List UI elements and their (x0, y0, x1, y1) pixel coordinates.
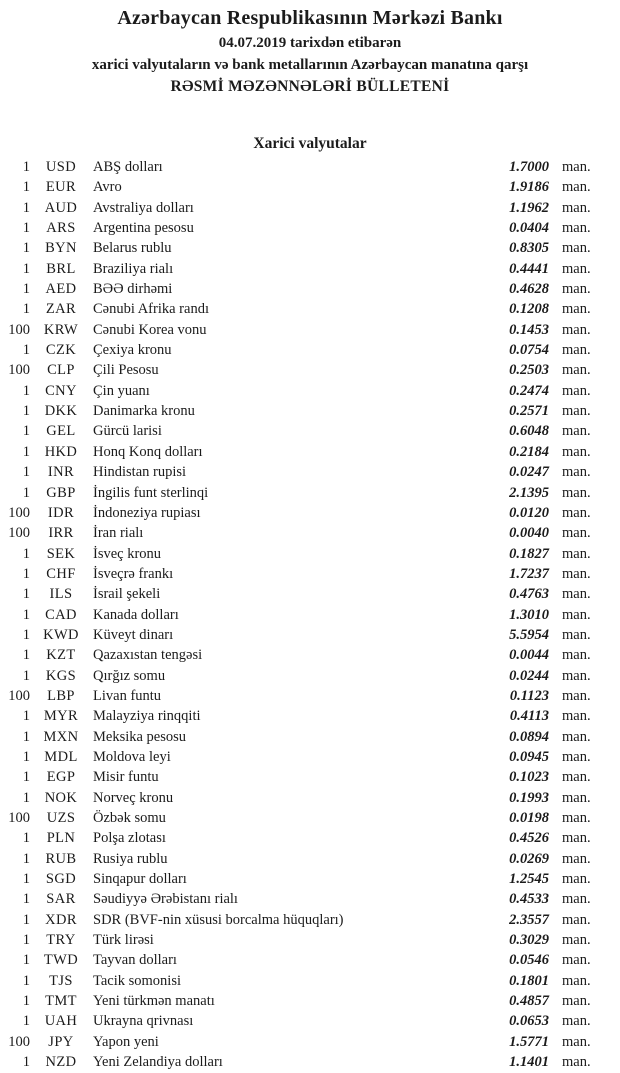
row-unit: man. (562, 993, 591, 1010)
row-quantity: 1 (22, 1054, 30, 1071)
row-rate: 0.1208 (509, 301, 549, 318)
row-quantity: 1 (22, 789, 30, 806)
row-currency-name: Yeni Zelandiya dolları (93, 1054, 223, 1071)
row-unit: man. (562, 484, 591, 501)
row-quantity: 1 (22, 342, 30, 359)
table-row (0, 198, 606, 218)
row-rate: 0.4628 (509, 281, 549, 298)
subject-line: xarici valyutaların və bank metallarının Azərbaycan manatına qarşı (91, 57, 529, 73)
row-currency-name: Livan funtu (93, 687, 162, 704)
row-currency-code: XDR (45, 911, 77, 928)
row-quantity: 1 (22, 179, 30, 196)
row-currency-code: MDL (44, 748, 78, 765)
row-quantity: 1 (22, 423, 30, 440)
row-currency-code: CHF (46, 565, 76, 582)
row-unit: man. (562, 301, 591, 318)
table-row (0, 910, 606, 930)
row-unit: man. (562, 362, 591, 379)
row-currency-code: TRY (46, 932, 76, 949)
row-quantity: 1 (22, 159, 30, 175)
table-row (0, 299, 606, 319)
row-currency-name: Braziliya rialı (93, 260, 174, 277)
table-row (0, 869, 606, 889)
row-currency-code: RUB (45, 850, 77, 867)
table-row (0, 340, 606, 360)
table-row (0, 320, 606, 340)
row-currency-code: KRW (43, 321, 79, 338)
row-rate: 0.1123 (509, 687, 549, 704)
table-row (0, 930, 606, 950)
row-currency-name: İsrail şekeli (93, 586, 161, 603)
row-unit: man. (562, 850, 591, 867)
row-currency-name: Norveç kronu (93, 789, 174, 806)
row-unit: man. (562, 972, 591, 989)
table-row (0, 442, 606, 462)
row-currency-name: Çexiya kronu (93, 342, 172, 359)
row-quantity: 1 (22, 586, 30, 603)
row-currency-code: GBP (46, 484, 76, 501)
section-title-foreign-currencies: Xarici valyutalar (253, 135, 367, 152)
row-currency-name: Tayvan dolları (93, 952, 177, 969)
row-rate: 0.4533 (509, 891, 549, 908)
row-rate: 0.0044 (509, 647, 549, 664)
row-rate: 0.0247 (509, 464, 549, 481)
row-currency-name: Misir funtu (93, 769, 159, 786)
row-quantity: 1 (22, 382, 30, 399)
row-quantity: 1 (22, 728, 30, 745)
row-currency-name: SDR (BVF-nin xüsusi borcalma hüquqları) (93, 911, 344, 928)
row-currency-code: AED (45, 281, 77, 298)
row-currency-code: PLN (46, 830, 76, 847)
row-currency-code: HKD (44, 443, 78, 460)
row-rate: 0.2474 (509, 382, 549, 399)
row-currency-code: ZAR (45, 301, 77, 318)
row-currency-name: ABŞ dolları (93, 159, 163, 175)
row-currency-name: Polşa zlotası (93, 830, 166, 847)
row-unit: man. (562, 810, 591, 826)
row-unit: man. (562, 626, 591, 643)
row-currency-name: İran rialı (93, 525, 144, 542)
row-quantity: 1 (22, 260, 30, 277)
effective-date-line: 04.07.2019 tarixdən etibarən (218, 35, 402, 51)
table-row (0, 727, 606, 747)
row-rate: 2.3557 (509, 911, 549, 928)
row-unit: man. (562, 932, 591, 949)
row-quantity: 1 (22, 464, 30, 481)
row-rate: 0.2184 (509, 443, 549, 460)
row-rate: 0.0269 (509, 850, 549, 867)
row-quantity: 1 (22, 932, 30, 949)
row-currency-name: Cənubi Korea vonu (93, 321, 207, 338)
row-currency-code: CAD (45, 606, 77, 623)
row-currency-code: NOK (44, 789, 78, 806)
row-unit: man. (562, 199, 591, 216)
row-unit: man. (562, 342, 591, 359)
rates-table (0, 157, 620, 1072)
row-currency-code: LBP (47, 687, 75, 704)
row-rate: 0.0244 (509, 667, 549, 684)
table-row (0, 503, 606, 523)
table-row (0, 259, 606, 279)
row-currency-code: TJS (49, 972, 73, 989)
row-quantity: 1 (22, 871, 30, 888)
row-quantity: 100 (8, 687, 30, 704)
bank-title: Azərbaycan Respublikasının Mərkəzi Bankı (117, 7, 503, 29)
table-row (0, 828, 606, 848)
row-currency-code: ILS (49, 586, 73, 603)
row-unit: man. (562, 667, 591, 684)
row-currency-name: Kanada dolları (93, 606, 179, 623)
row-currency-code: BYN (45, 240, 77, 257)
table-row (0, 808, 606, 828)
row-currency-code: SGD (45, 871, 77, 888)
row-quantity: 1 (22, 220, 30, 237)
row-rate: 0.2571 (509, 403, 549, 420)
table-row (0, 991, 606, 1011)
row-currency-name: Türk lirəsi (93, 932, 154, 949)
row-currency-name: Avstraliya dolları (93, 199, 194, 216)
row-currency-name: Argentina pesosu (93, 220, 194, 237)
row-currency-name: Özbək somu (93, 810, 166, 826)
row-quantity: 1 (22, 647, 30, 664)
table-row (0, 462, 606, 482)
row-unit: man. (562, 403, 591, 420)
row-unit: man. (562, 260, 591, 277)
row-currency-code: JPY (48, 1033, 74, 1050)
table-row (0, 523, 606, 543)
row-rate: 0.0198 (509, 810, 549, 826)
row-currency-code: KGS (45, 667, 77, 684)
row-quantity: 1 (22, 748, 30, 765)
row-unit: man. (562, 708, 591, 725)
row-quantity: 1 (22, 545, 30, 562)
table-row (0, 950, 606, 970)
row-rate: 0.2503 (509, 362, 549, 379)
row-unit: man. (562, 728, 591, 745)
table-row (0, 849, 606, 869)
row-rate: 0.0894 (509, 728, 549, 745)
row-currency-code: GEL (46, 423, 76, 440)
row-currency-code: NZD (45, 1054, 77, 1071)
table-row (0, 584, 606, 604)
row-quantity: 100 (8, 810, 30, 826)
row-rate: 0.0945 (509, 748, 549, 765)
row-rate: 0.0754 (509, 342, 549, 359)
row-unit: man. (562, 586, 591, 603)
row-quantity: 1 (22, 769, 30, 786)
row-unit: man. (562, 1033, 591, 1050)
row-quantity: 1 (22, 484, 30, 501)
table-row (0, 1011, 606, 1031)
row-unit: man. (562, 748, 591, 765)
row-currency-name: Danimarka kronu (93, 403, 195, 420)
row-rate: 0.4113 (509, 708, 549, 725)
table-row (0, 889, 606, 909)
row-quantity: 1 (22, 850, 30, 867)
row-currency-name: Honq Konq dolları (93, 443, 203, 460)
row-quantity: 100 (8, 321, 30, 338)
row-currency-code: TWD (43, 952, 79, 969)
row-currency-code: CNY (45, 382, 77, 399)
table-row (0, 279, 606, 299)
row-unit: man. (562, 281, 591, 298)
row-currency-name: Sinqapur dolları (93, 871, 187, 888)
table-row (0, 971, 606, 991)
row-unit: man. (562, 891, 591, 908)
row-currency-code: AUD (44, 199, 78, 216)
row-unit: man. (562, 545, 591, 562)
table-row (0, 218, 606, 238)
row-currency-code: TMT (45, 993, 77, 1010)
table-row (0, 1052, 606, 1072)
row-unit: man. (562, 321, 591, 338)
row-currency-code: KWD (43, 626, 79, 643)
row-currency-name: Ukrayna qrivnası (93, 1013, 194, 1030)
row-rate: 0.0653 (509, 1013, 549, 1030)
table-row (0, 421, 606, 441)
row-currency-name: Gürcü larisi (93, 423, 162, 440)
row-currency-name: Qırğız somu (93, 667, 166, 684)
row-unit: man. (562, 871, 591, 888)
table-row (0, 157, 606, 177)
row-unit: man. (562, 911, 591, 928)
row-quantity: 100 (8, 362, 30, 379)
row-rate: 0.6048 (509, 423, 549, 440)
row-currency-code: IDR (47, 504, 75, 521)
row-currency-name: İsveçrə frankı (93, 565, 174, 582)
row-currency-code: CZK (45, 342, 77, 359)
row-currency-code: EGP (46, 769, 76, 786)
table-row (0, 645, 606, 665)
row-currency-name: İsveç kronu (93, 545, 162, 562)
row-currency-code: SEK (46, 545, 76, 562)
row-currency-code: INR (47, 464, 75, 481)
row-quantity: 1 (22, 199, 30, 216)
row-currency-name: Hindistan rupisi (93, 464, 187, 481)
row-rate: 1.9186 (509, 179, 549, 196)
row-rate: 0.0040 (509, 525, 549, 542)
row-currency-name: Çili Pesosu (93, 362, 159, 379)
row-currency-name: Tacik somonisi (93, 972, 181, 989)
row-rate: 0.0404 (509, 220, 549, 237)
row-quantity: 1 (22, 830, 30, 847)
row-rate: 0.1801 (509, 972, 549, 989)
row-currency-code: DKK (44, 403, 78, 420)
row-currency-code: UZS (46, 810, 76, 826)
row-currency-code: EUR (45, 179, 77, 196)
row-unit: man. (562, 789, 591, 806)
row-currency-code: KZT (46, 647, 76, 664)
row-rate: 0.0546 (509, 952, 549, 969)
row-rate: 1.1962 (509, 199, 549, 216)
row-quantity: 1 (22, 301, 30, 318)
table-row (0, 381, 606, 401)
row-rate: 1.7000 (509, 159, 549, 175)
row-unit: man. (562, 464, 591, 481)
table-row (0, 1032, 606, 1052)
row-quantity: 100 (8, 525, 30, 542)
bulletin-header (0, 0, 620, 98)
table-row (0, 544, 606, 564)
row-currency-code: IRR (48, 525, 74, 542)
table-row (0, 788, 606, 808)
row-rate: 0.4857 (509, 993, 549, 1010)
table-row (0, 177, 606, 197)
row-currency-code: CLP (47, 362, 75, 379)
row-rate: 1.1401 (509, 1054, 549, 1071)
row-unit: man. (562, 769, 591, 786)
row-rate: 0.1453 (509, 321, 549, 338)
row-currency-name: Rusiya rublu (93, 850, 168, 867)
row-rate: 0.1993 (509, 789, 549, 806)
row-unit: man. (562, 179, 591, 196)
row-unit: man. (562, 443, 591, 460)
table-row (0, 564, 606, 584)
row-quantity: 1 (22, 565, 30, 582)
row-currency-name: İndoneziya rupiası (93, 504, 201, 521)
row-currency-name: Malayziya rinqqiti (93, 708, 201, 725)
row-unit: man. (562, 647, 591, 664)
row-rate: 0.1827 (509, 545, 549, 562)
row-currency-code: UAH (44, 1013, 78, 1030)
row-quantity: 1 (22, 667, 30, 684)
row-quantity: 100 (8, 1033, 30, 1050)
row-currency-name: Moldova leyi (93, 748, 171, 765)
row-currency-name: Səudiyyə Ərəbistanı rialı (93, 891, 238, 908)
row-currency-name: İngilis funt sterlinqi (93, 484, 209, 501)
row-currency-name: Yeni türkmən manatı (93, 993, 215, 1010)
row-currency-name: Belarus rublu (93, 240, 172, 257)
row-currency-name: Yapon yeni (93, 1033, 159, 1050)
table-row (0, 625, 606, 645)
row-currency-name: Qazaxıstan tengəsi (93, 647, 203, 664)
table-row (0, 605, 606, 625)
row-currency-name: Küveyt dinarı (93, 626, 174, 643)
row-rate: 0.4526 (509, 830, 549, 847)
row-rate: 0.8305 (509, 240, 549, 257)
table-row (0, 483, 606, 503)
row-rate: 2.1395 (509, 484, 549, 501)
row-unit: man. (562, 565, 591, 582)
row-currency-code: USD (45, 159, 77, 175)
bulletin-title: RƏSMİ MƏZƏNNƏLƏRİ BÜLLETENİ (170, 78, 450, 95)
row-quantity: 1 (22, 708, 30, 725)
row-unit: man. (562, 687, 591, 704)
row-unit: man. (562, 952, 591, 969)
row-currency-code: BRL (46, 260, 76, 277)
row-currency-code: ARS (46, 220, 76, 237)
row-currency-code: MXN (43, 728, 79, 745)
row-rate: 0.1023 (509, 769, 549, 786)
row-unit: man. (562, 504, 591, 521)
table-row (0, 706, 606, 726)
row-quantity: 1 (22, 240, 30, 257)
row-unit: man. (562, 1013, 591, 1030)
row-currency-name: BƏƏ dirhəmi (93, 281, 173, 298)
table-row (0, 360, 606, 380)
row-rate: 1.7237 (509, 565, 549, 582)
row-rate: 1.3010 (509, 606, 549, 623)
row-quantity: 100 (8, 504, 30, 521)
row-unit: man. (562, 220, 591, 237)
row-currency-name: Avro (93, 179, 122, 196)
row-rate: 1.5771 (509, 1033, 549, 1050)
row-unit: man. (562, 830, 591, 847)
row-currency-code: SAR (46, 891, 76, 908)
row-quantity: 1 (22, 891, 30, 908)
row-quantity: 1 (22, 952, 30, 969)
table-row (0, 747, 606, 767)
row-rate: 0.3029 (509, 932, 549, 949)
row-quantity: 1 (22, 403, 30, 420)
row-unit: man. (562, 159, 591, 175)
row-quantity: 1 (22, 993, 30, 1010)
row-rate: 5.5954 (509, 626, 549, 643)
row-unit: man. (562, 525, 591, 542)
row-quantity: 1 (22, 626, 30, 643)
row-unit: man. (562, 606, 591, 623)
row-rate: 0.0120 (509, 504, 549, 521)
row-rate: 0.4763 (509, 586, 549, 603)
table-row (0, 238, 606, 258)
row-quantity: 1 (22, 606, 30, 623)
row-rate: 1.2545 (509, 871, 549, 888)
row-unit: man. (562, 382, 591, 399)
table-row (0, 666, 606, 686)
row-currency-name: Meksika pesosu (93, 728, 187, 745)
row-unit: man. (562, 240, 591, 257)
table-row (0, 767, 606, 787)
row-quantity: 1 (22, 443, 30, 460)
row-quantity: 1 (22, 1013, 30, 1030)
row-quantity: 1 (22, 972, 30, 989)
row-quantity: 1 (22, 281, 30, 298)
row-currency-name: Cənubi Afrika randı (93, 301, 209, 318)
row-currency-name: Çin yuanı (93, 382, 150, 399)
row-unit: man. (562, 423, 591, 440)
table-row (0, 686, 606, 706)
row-rate: 0.4441 (509, 260, 549, 277)
row-quantity: 1 (22, 911, 30, 928)
row-unit: man. (562, 1054, 591, 1071)
row-currency-code: MYR (43, 708, 79, 725)
table-row (0, 401, 606, 421)
